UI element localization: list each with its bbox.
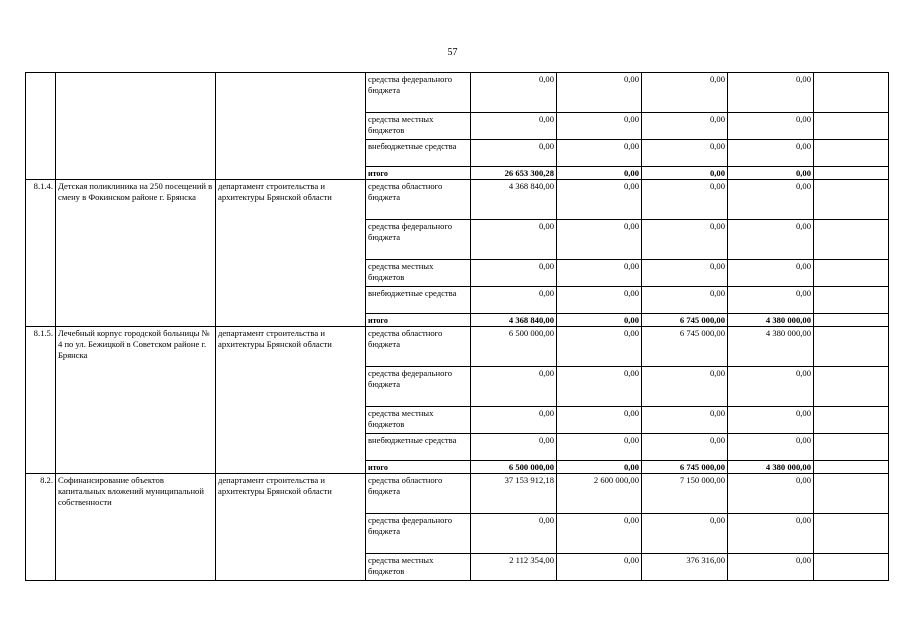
amount-year-1: 0,00 bbox=[471, 287, 557, 314]
funding-source: итого bbox=[366, 314, 471, 327]
amount-year-3: 6 745 000,00 bbox=[642, 314, 728, 327]
amount-year-2: 0,00 bbox=[557, 554, 642, 581]
empty-cell bbox=[814, 260, 889, 287]
amount-year-4: 0,00 bbox=[728, 367, 814, 407]
funding-source: итого bbox=[366, 461, 471, 474]
amount-year-1: 0,00 bbox=[471, 407, 557, 434]
empty-cell bbox=[814, 327, 889, 367]
funding-source: внебюджетные средства bbox=[366, 140, 471, 167]
amount-year-2: 0,00 bbox=[557, 407, 642, 434]
amount-year-4: 0,00 bbox=[728, 514, 814, 554]
amount-year-1: 0,00 bbox=[471, 113, 557, 140]
row-code bbox=[26, 73, 56, 180]
amount-year-3: 6 745 000,00 bbox=[642, 461, 728, 474]
amount-year-2: 0,00 bbox=[557, 367, 642, 407]
amount-year-2: 0,00 bbox=[557, 514, 642, 554]
table-row bbox=[26, 474, 889, 514]
empty-cell bbox=[814, 287, 889, 314]
empty-cell bbox=[814, 514, 889, 554]
funding-source: средства федерального бюджета bbox=[366, 367, 471, 407]
executor: департамент строительства и архитектуры Брянской области bbox=[216, 327, 366, 474]
executor bbox=[216, 73, 366, 180]
amount-year-4: 0,00 bbox=[728, 73, 814, 113]
empty-cell bbox=[814, 180, 889, 220]
amount-year-3: 0,00 bbox=[642, 407, 728, 434]
amount-year-3: 0,00 bbox=[642, 367, 728, 407]
amount-year-4: 0,00 bbox=[728, 167, 814, 180]
funding-source: средства областного бюджета bbox=[366, 180, 471, 220]
amount-year-4: 0,00 bbox=[728, 113, 814, 140]
amount-year-3: 0,00 bbox=[642, 140, 728, 167]
empty-cell bbox=[814, 113, 889, 140]
amount-year-1: 6 500 000,00 bbox=[471, 461, 557, 474]
amount-year-3: 0,00 bbox=[642, 167, 728, 180]
object-name bbox=[56, 73, 216, 180]
row-code: 8.2. bbox=[26, 474, 56, 581]
amount-year-1: 0,00 bbox=[471, 434, 557, 461]
empty-cell bbox=[814, 140, 889, 167]
amount-year-3: 0,00 bbox=[642, 434, 728, 461]
funding-source: средства местных бюджетов bbox=[366, 554, 471, 581]
amount-year-3: 0,00 bbox=[642, 180, 728, 220]
funding-source: внебюджетные средства bbox=[366, 287, 471, 314]
empty-cell bbox=[814, 554, 889, 581]
amount-year-3: 0,00 bbox=[642, 113, 728, 140]
amount-year-4: 0,00 bbox=[728, 180, 814, 220]
funding-source: средства местных бюджетов bbox=[366, 113, 471, 140]
amount-year-2: 0,00 bbox=[557, 140, 642, 167]
empty-cell bbox=[814, 167, 889, 180]
empty-cell bbox=[814, 367, 889, 407]
funding-source: средства областного бюджета bbox=[366, 327, 471, 367]
budget-table-body bbox=[26, 73, 889, 581]
empty-cell bbox=[814, 407, 889, 434]
amount-year-1: 0,00 bbox=[471, 367, 557, 407]
funding-source: средства местных бюджетов bbox=[366, 407, 471, 434]
amount-year-4: 4 380 000,00 bbox=[728, 461, 814, 474]
amount-year-4: 0,00 bbox=[728, 474, 814, 514]
amount-year-2: 0,00 bbox=[557, 260, 642, 287]
funding-source: внебюджетные средства bbox=[366, 434, 471, 461]
amount-year-3: 6 745 000,00 bbox=[642, 327, 728, 367]
amount-year-3: 0,00 bbox=[642, 220, 728, 260]
object-name: Детская поликлиника на 250 посещений в смену в Фокинском районе г. Брянска bbox=[56, 180, 216, 327]
amount-year-1: 0,00 bbox=[471, 73, 557, 113]
amount-year-4: 4 380 000,00 bbox=[728, 327, 814, 367]
executor: департамент строительства и архитектуры Брянской области bbox=[216, 180, 366, 327]
funding-source: средства областного бюджета bbox=[366, 474, 471, 514]
table-row bbox=[26, 180, 889, 220]
amount-year-3: 376 316,00 bbox=[642, 554, 728, 581]
object-name: Лечебный корпус городской больницы № 4 по ул. Бежицкой в Советском районе г. Брянска bbox=[56, 327, 216, 474]
amount-year-2: 0,00 bbox=[557, 461, 642, 474]
funding-source: итого bbox=[366, 167, 471, 180]
funding-source: средства федерального бюджета bbox=[366, 73, 471, 113]
amount-year-3: 0,00 bbox=[642, 73, 728, 113]
amount-year-2: 0,00 bbox=[557, 220, 642, 260]
amount-year-1: 0,00 bbox=[471, 220, 557, 260]
amount-year-1: 4 368 840,00 bbox=[471, 180, 557, 220]
empty-cell bbox=[814, 474, 889, 514]
amount-year-1: 0,00 bbox=[471, 260, 557, 287]
amount-year-3: 0,00 bbox=[642, 287, 728, 314]
empty-cell bbox=[814, 314, 889, 327]
empty-cell bbox=[814, 461, 889, 474]
amount-year-4: 0,00 bbox=[728, 260, 814, 287]
executor: департамент строительства и архитектуры Брянской области bbox=[216, 474, 366, 581]
table-row bbox=[26, 327, 889, 367]
row-code: 8.1.4. bbox=[26, 180, 56, 327]
amount-year-3: 7 150 000,00 bbox=[642, 474, 728, 514]
amount-year-2: 0,00 bbox=[557, 180, 642, 220]
amount-year-4: 0,00 bbox=[728, 434, 814, 461]
empty-cell bbox=[814, 73, 889, 113]
amount-year-4: 0,00 bbox=[728, 287, 814, 314]
amount-year-4: 4 380 000,00 bbox=[728, 314, 814, 327]
amount-year-1: 0,00 bbox=[471, 140, 557, 167]
amount-year-1: 4 368 840,00 bbox=[471, 314, 557, 327]
amount-year-3: 0,00 bbox=[642, 260, 728, 287]
amount-year-4: 0,00 bbox=[728, 220, 814, 260]
row-code: 8.1.5. bbox=[26, 327, 56, 474]
amount-year-3: 0,00 bbox=[642, 514, 728, 554]
empty-cell bbox=[814, 434, 889, 461]
funding-source: средства федерального бюджета bbox=[366, 514, 471, 554]
amount-year-2: 2 600 000,00 bbox=[557, 474, 642, 514]
amount-year-2: 0,00 bbox=[557, 113, 642, 140]
amount-year-2: 0,00 bbox=[557, 327, 642, 367]
object-name: Софинансирование объектов капитальных вложений муниципальной собственности bbox=[56, 474, 216, 581]
page-number: 57 bbox=[447, 47, 458, 58]
funding-source: средства местных бюджетов bbox=[366, 260, 471, 287]
amount-year-1: 6 500 000,00 bbox=[471, 327, 557, 367]
amount-year-1: 26 653 300,28 bbox=[471, 167, 557, 180]
amount-year-1: 2 112 354,00 bbox=[471, 554, 557, 581]
amount-year-2: 0,00 bbox=[557, 167, 642, 180]
empty-cell bbox=[814, 220, 889, 260]
amount-year-2: 0,00 bbox=[557, 73, 642, 113]
amount-year-2: 0,00 bbox=[557, 314, 642, 327]
budget-table bbox=[25, 72, 889, 581]
amount-year-2: 0,00 bbox=[557, 287, 642, 314]
amount-year-2: 0,00 bbox=[557, 434, 642, 461]
amount-year-4: 0,00 bbox=[728, 140, 814, 167]
amount-year-4: 0,00 bbox=[728, 407, 814, 434]
amount-year-4: 0,00 bbox=[728, 554, 814, 581]
amount-year-1: 0,00 bbox=[471, 514, 557, 554]
table-row bbox=[26, 73, 889, 113]
amount-year-1: 37 153 912,18 bbox=[471, 474, 557, 514]
funding-source: средства федерального бюджета bbox=[366, 220, 471, 260]
